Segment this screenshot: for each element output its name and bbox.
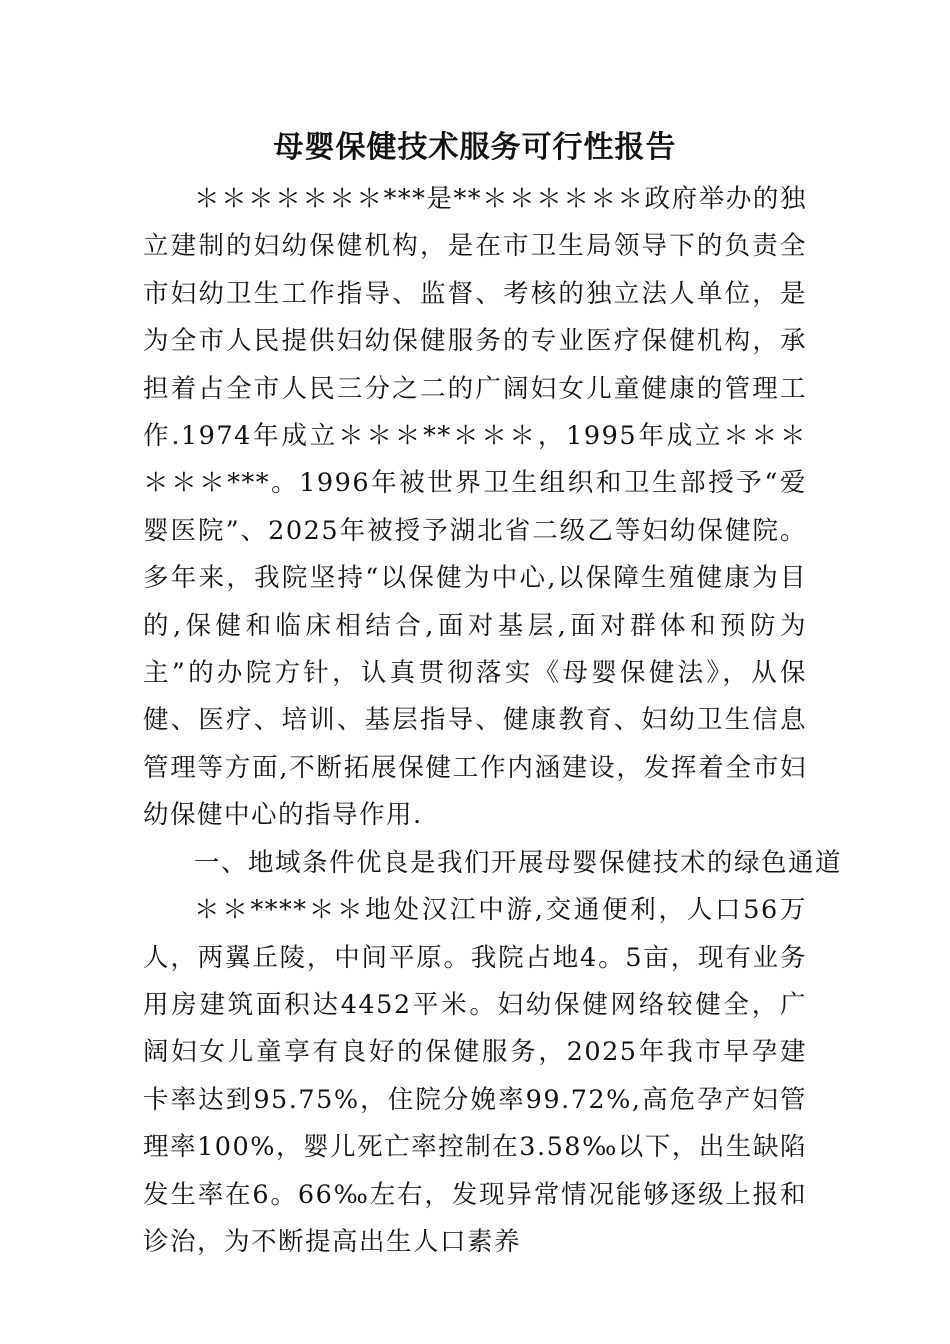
section-heading-1: 一、地域条件优良是我们开展母婴保健技术的绿色通道 (194, 847, 843, 878)
document-title: 母婴保健技术服务可行性报告 (273, 130, 677, 165)
section-1-paragraph: ＊＊****＊＊地处汉江中游,交通便利，人口56万人，两翼丘陵，中间平原。我院占地4。5亩，现有业务用房建筑面积达4452平米。妇幼保健网络较健全，广阔妇女儿童享有良好的保健服务，2025年我市早孕建卡率达到95.75%，住院分娩率99.72%,高危孕产妇管理率100%，婴儿死亡率控制在3.58‰以下，出生缺陷发生率在6。66‰左右，发现异常情况能够逐级上报和诊治，为不断提高出生人口素养 (143, 895, 807, 1257)
intro-paragraph: ＊＊＊＊＊＊＊***是**＊＊＊＊＊＊政府举办的独立建制的妇幼保健机构，是在市卫生局领导下的负责全市妇幼卫生工作指导、监督、考核的独立法人单位，是为全市人民提供妇幼保健服务的专业医疗保健机构，承担着占全市人民三分之二的广阔妇女儿童健康的管理工作.1974年成立＊＊＊**＊＊＊，1995年成立＊＊＊＊＊＊***。1996年被世界卫生组织和卫生部授予“爱婴医院”、2025年被授予湖北省二级乙等妇幼保健院。多年来，我院坚持“以保健为中心,以保障生殖健康为目的,保健和临床相结合,面对基层,面对群体和预防为主”的办院方针，认真贯彻落实《母婴保健法》，从保健、医疗、培训、基层指导、健康教育、妇幼卫生信息管理等方面,不断拓展保健工作内涵建设，发挥着全市妇幼保健中心的指导作用. (143, 184, 807, 831)
document-body (143, 176, 843, 1266)
